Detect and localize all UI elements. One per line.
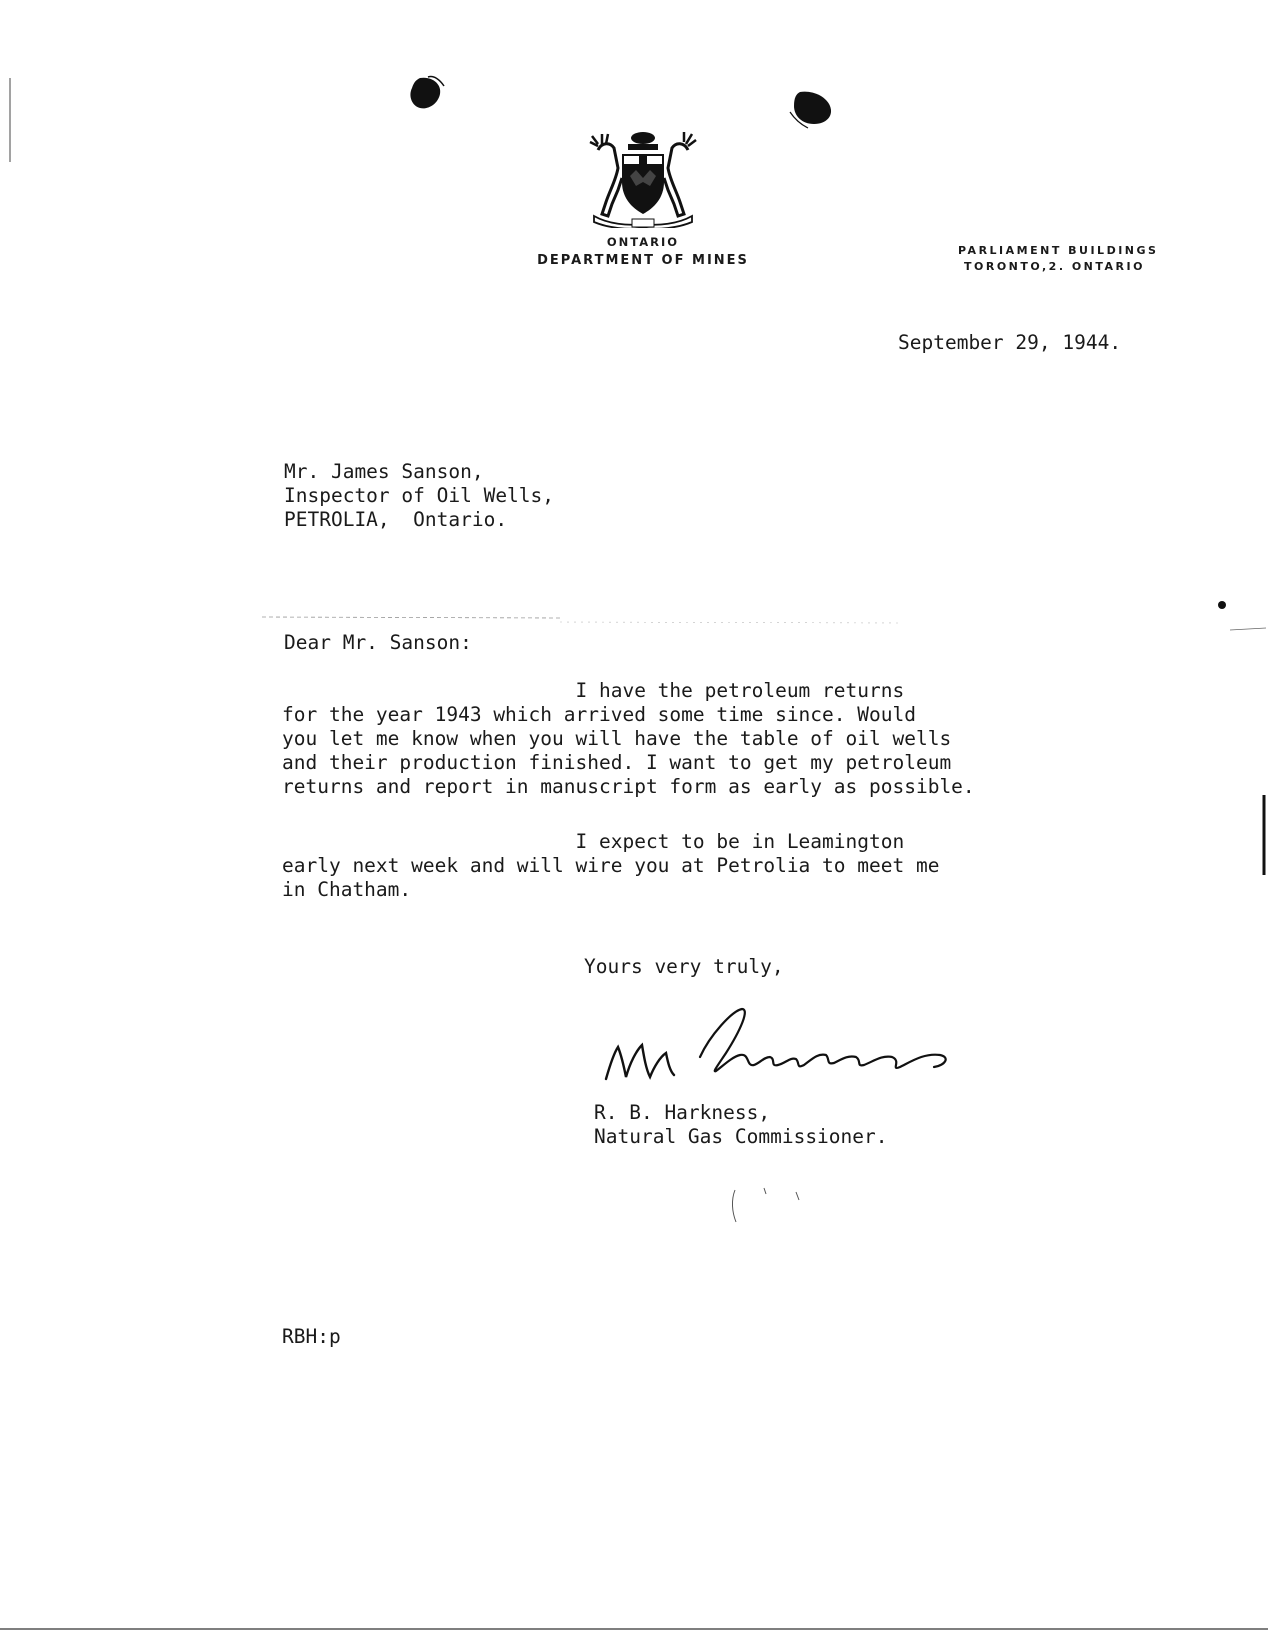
- letterhead-address-line-1: PARLIAMENT BUILDINGS: [958, 244, 1159, 257]
- closing: Yours very truly,: [584, 955, 784, 978]
- paragraph-line: early next week and will wire you at Petrolia to meet me: [282, 854, 940, 877]
- paragraph-line: in Chatham.: [282, 878, 412, 901]
- paragraph-line: for the year 1943 which arrived some time since. Would: [282, 703, 916, 726]
- paragraph-line: and their production finished. I want to get my petroleum: [282, 751, 952, 774]
- recipient-title: Inspector of Oil Wells,: [284, 484, 555, 507]
- paragraph-line: I have the petroleum returns: [282, 679, 905, 702]
- letterhead-province: ONTARIO: [606, 235, 680, 249]
- signatory-name: R. B. Harkness,: [594, 1101, 771, 1124]
- letterhead-address-line-2: TORONTO,2. ONTARIO: [964, 260, 1145, 273]
- reference-initials: RBH:p: [282, 1325, 341, 1348]
- body-paragraph-1: [282, 679, 1042, 799]
- salutation: Dear Mr. Sanson:: [284, 631, 472, 654]
- letterhead-department: DEPARTMENT OF MINES: [537, 253, 749, 268]
- letter-date: September 29, 1944.: [898, 331, 1122, 354]
- signatory-title: Natural Gas Commissioner.: [594, 1125, 888, 1148]
- paragraph-line: returns and report in manuscript form as early as possible.: [282, 775, 975, 798]
- recipient-location: PETROLIA, Ontario.: [284, 508, 508, 531]
- paragraph-line: I expect to be in Leamington: [282, 830, 905, 853]
- handwritten-signature: [600, 1005, 960, 1095]
- paragraph-line: you let me know when you will have the table of oil wells: [282, 727, 952, 750]
- body-paragraph-2: [282, 830, 1042, 902]
- ontario-coat-of-arms-icon: [588, 128, 698, 228]
- recipient-name: Mr. James Sanson,: [284, 460, 484, 483]
